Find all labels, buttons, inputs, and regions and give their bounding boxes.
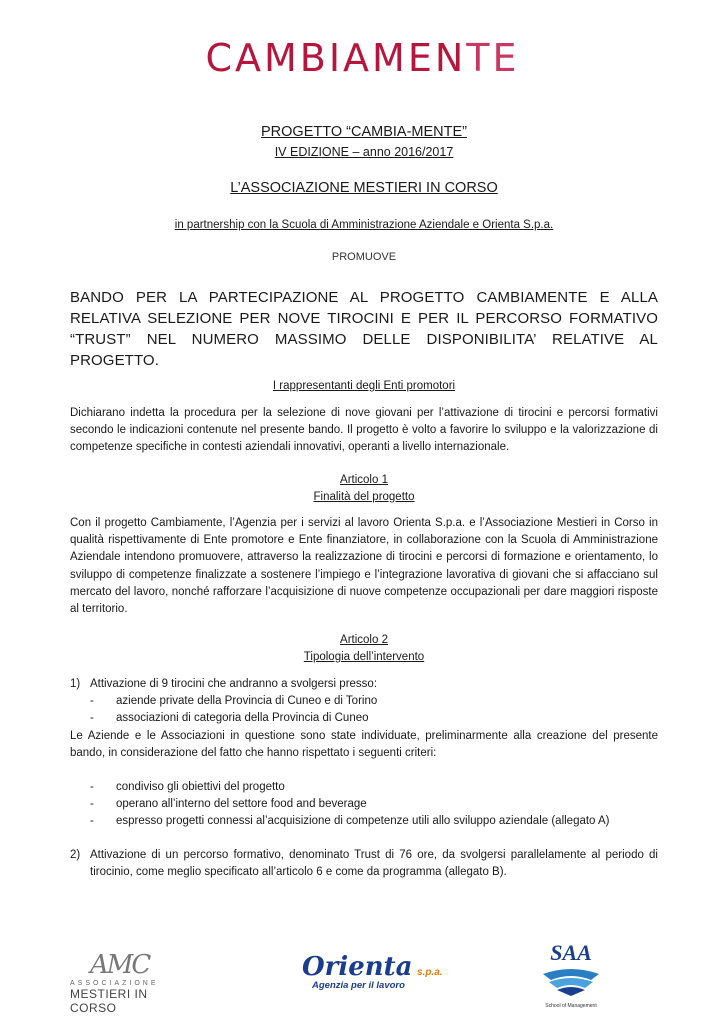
list-item bbox=[70, 676, 658, 693]
edition-line: IV EDIZIONE – anno 2016/2017 bbox=[274, 145, 454, 159]
dash-bullet: - bbox=[90, 712, 94, 725]
sub-list-text: associazioni di categoria della Provincia di Cuneo bbox=[116, 712, 369, 725]
criteria-text: condiviso gli obiettivi del progetto bbox=[116, 781, 285, 794]
association-heading: L’ASSOCIAZIONE MESTIERI IN CORSO bbox=[230, 180, 498, 196]
article2-list-1 bbox=[70, 676, 658, 881]
article2-title: Tipologia dell’intervento bbox=[303, 651, 425, 663]
criteria-item bbox=[70, 796, 658, 813]
criteria-text: operano all’interno del settore food and beverage bbox=[116, 798, 367, 811]
list-item-text: Attivazione di un percorso formativo, denominato Trust di 76 ore, da svolgersi parallelamente al periodo di tirocinio, come meglio specificato all’articolo 6 e come da programma (allegato B). bbox=[90, 848, 658, 878]
criteria-intro: Le Aziende e le Associazioni in questione sono state individuate, preliminarmente alla creazione del presente bando, in considerazione del fatto che hanno rispettato i seguenti criteri: bbox=[70, 729, 658, 759]
saa-sub: School of Management bbox=[545, 1003, 597, 1009]
orienta-name: Orienta bbox=[302, 952, 413, 982]
saa-wave-icon bbox=[541, 966, 601, 996]
list-number: 1) bbox=[70, 678, 81, 690]
amc-line1: ASSOCIAZIONE bbox=[70, 980, 159, 987]
promoters-paragraph: Dichiarano indetta la procedura per la selezione di nove giovani per l’attivazione di tirocini e percorsi formativi secondo le indicazioni contenute nel presente bando. Il progetto è volto a favorire lo sviluppo e la valorizzazione di competenze specifiche in contesti aziendali innovativi, operanti a livello internazionale. bbox=[70, 407, 658, 454]
dash-bullet: - bbox=[90, 695, 94, 708]
list-item bbox=[70, 847, 658, 881]
sub-list-text: aziende private della Provincia di Cuneo e di Torino bbox=[116, 695, 378, 708]
logo-text-tail: TE bbox=[466, 36, 520, 80]
partnership-line: in partnership con la Scuola di Amministrazione Aziendale e Orienta S.p.a. bbox=[174, 219, 554, 231]
list-number: 2) bbox=[70, 848, 81, 861]
amc-mark: AMC bbox=[90, 950, 150, 980]
bando-title: BANDO PER LA PARTECIPAZIONE AL PROGETTO CAMBIAMENTE E ALLA RELATIVA SELEZIONE PER NOVE TIROCINI E PER IL PERCORSO FORMATIVO “TRUST” NEL NUMERO MASSIMO DELLE DISPONIBILITA’ RELATIVE AL PROGETTO. bbox=[70, 289, 658, 369]
logo-text-main: CAMBIAMEN bbox=[205, 36, 467, 80]
orienta-sub: Agenzia per il lavoro bbox=[312, 980, 405, 991]
article1-paragraph: Con il progetto Cambiamente, l’Agenzia per i servizi al lavoro Orienta S.p.a. e l’Associazione Mestieri in Corso in qualità rispettivamente di Ente promotore e Ente finanziatore, in collaborazione con la Scuola di Amministrazione Aziendale intendono promuovere, attraverso la realizzazione di tirocini e percorsi di formazione e orientamento, lo sviluppo di competenze finalizzate a sostenere l’impiego e l’integrazione lavorativa di giovani che si affacciano sul mercato del lavoro, nonché rafforzare l’acquisizione di nuove competenze occupazionali per dare maggiori risposte al territorio. bbox=[70, 517, 658, 616]
saa-logo bbox=[536, 940, 606, 1009]
dash-bullet: - bbox=[90, 781, 94, 794]
criteria-item bbox=[70, 779, 658, 796]
list-item-text: Attivazione di 9 tirocini che andranno a svolgersi presso: bbox=[90, 678, 378, 690]
orienta-logo bbox=[302, 952, 452, 991]
dash-bullet: - bbox=[90, 815, 94, 828]
article2-label: Articolo 2 bbox=[340, 634, 388, 646]
dash-bullet: - bbox=[90, 798, 94, 811]
orienta-spa: s.p.a. bbox=[416, 967, 443, 978]
criteria-item bbox=[70, 813, 658, 830]
amc-logo bbox=[70, 950, 185, 1015]
amc-line2: MESTIERI IN CORSO bbox=[70, 987, 148, 1015]
sub-list-item bbox=[70, 693, 658, 710]
sub-list-item bbox=[70, 710, 658, 727]
criteria-text: espresso progetti connessi al’acquisizione di competenze utili allo sviluppo aziendale (allegato A) bbox=[116, 815, 610, 828]
article1-title: Finalità del progetto bbox=[313, 491, 415, 503]
cambiamente-logo bbox=[0, 36, 725, 80]
article1-label: Articolo 1 bbox=[340, 474, 388, 486]
project-title: PROGETTO “CAMBIA-MENTE” bbox=[261, 124, 467, 140]
promoters-heading: I rappresentanti degli Enti promotori bbox=[272, 380, 456, 392]
promotes-label: PROMUOVE bbox=[331, 251, 397, 263]
saa-name: SAA bbox=[550, 940, 592, 965]
